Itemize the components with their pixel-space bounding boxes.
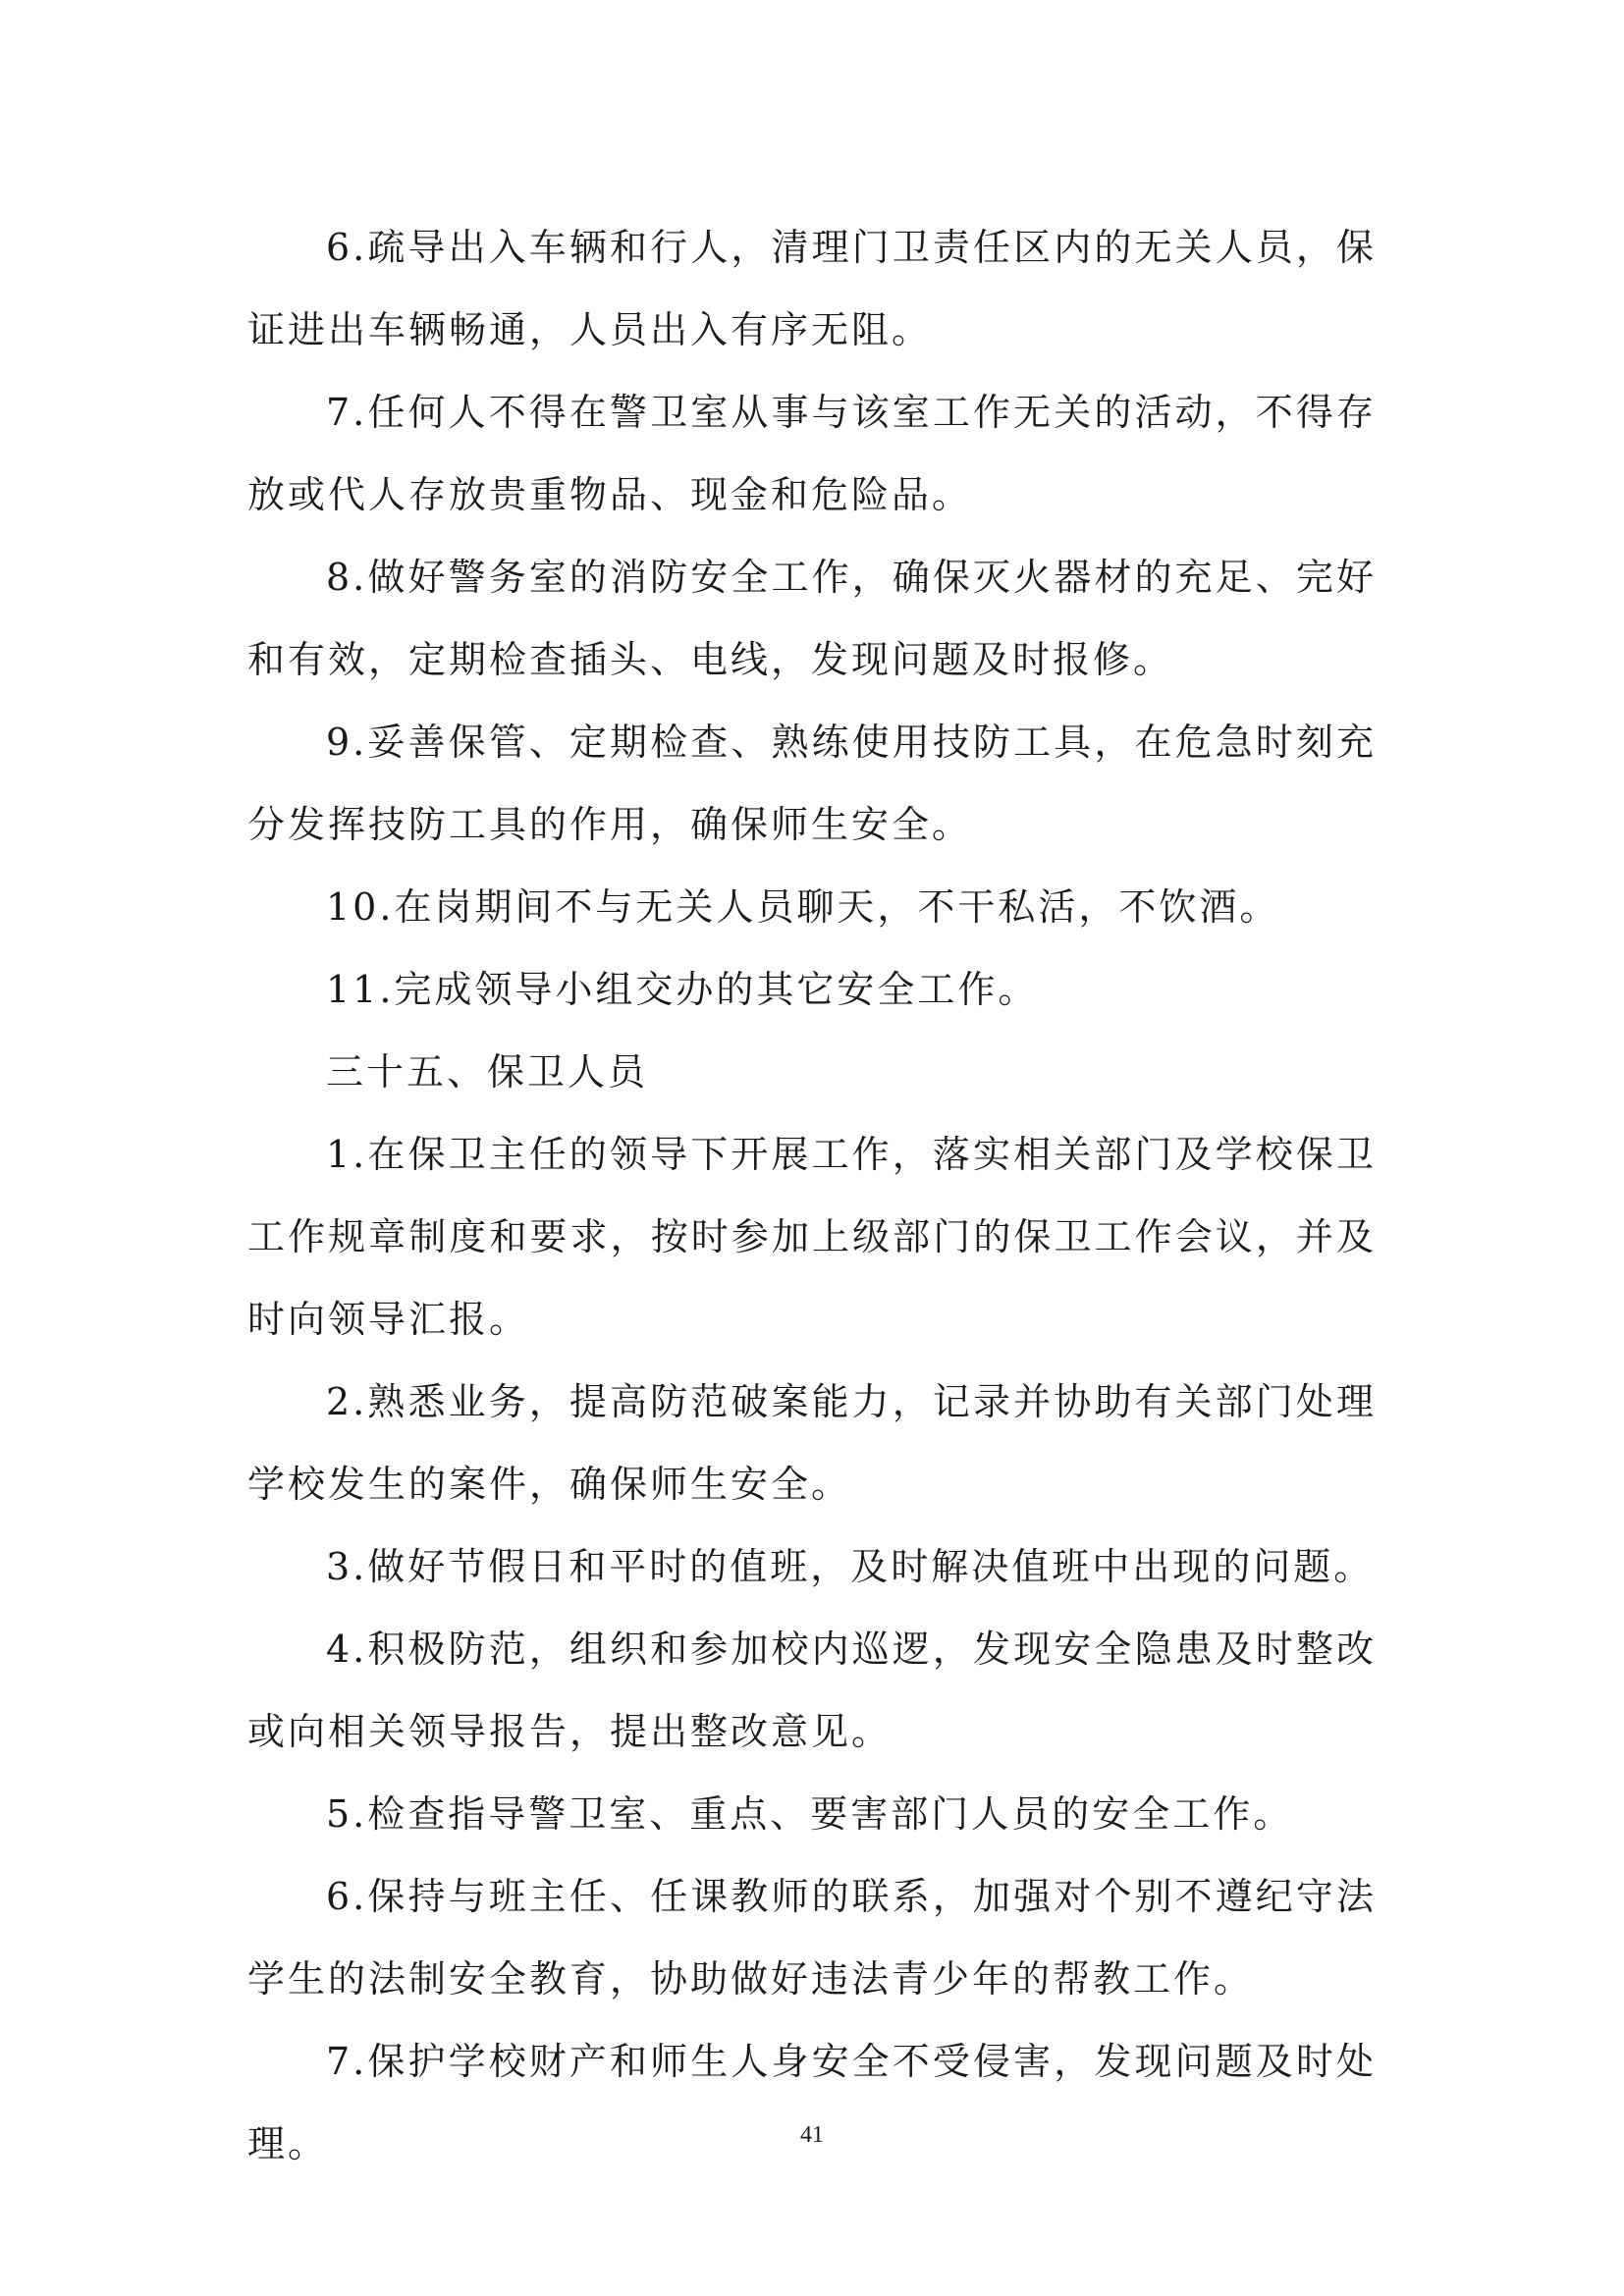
page-number: 41 xyxy=(800,2122,824,2148)
paragraph: 5.检查指导警卫室、重点、要害部门人员的安全工作。 xyxy=(326,1792,1294,1836)
paragraph: 11.完成领导小组交办的其它安全工作。 xyxy=(326,968,1039,1011)
paragraph: 4.积极防范，组织和参加校内巡逻，发现安全隐患及时整改或向相关领导报告，提出整改意见。 xyxy=(247,1628,1377,1753)
paragraph: 6.疏导出入车辆和行人，清理门卫责任区内的无关人员，保证进出车辆畅通，人员出入有序无阻。 xyxy=(247,226,1377,351)
paragraph: 8.做好警务室的消防安全工作，确保灭火器材的充足、完好和有效，定期检查插头、电线，发现问题及时报修。 xyxy=(247,556,1377,681)
paragraph: 2.熟悉业务，提高防范破案能力，记录并协助有关部门处理学校发生的案件，确保师生安全。 xyxy=(247,1380,1377,1506)
paragraph: 1.在保卫主任的领导下开展工作，落实相关部门及学校保卫工作规章制度和要求，按时参加上级部门的保卫工作会议，并及时向领导汇报。 xyxy=(247,1133,1377,1341)
paragraph: 7.任何人不得在警卫室从事与该室工作无关的活动，不得存放或代人存放贵重物品、现金和危险品。 xyxy=(247,391,1377,516)
paragraph: 3.做好节假日和平时的值班，及时解决值班中出现的问题。 xyxy=(326,1545,1375,1588)
body-text xyxy=(247,206,1377,2185)
paragraph: 6.保持与班主任、任课教师的联系，加强对个别不遵纪守法学生的法制安全教育，协助做好违法青少年的帮教工作。 xyxy=(247,1875,1377,2001)
paragraph: 7.保护学校财产和师生人身安全不受侵害，发现问题及时处理。 xyxy=(247,2040,1377,2165)
section-heading: 三十五、保卫人员 xyxy=(326,1050,649,1094)
paragraph: 10.在岗期间不与无关人员聊天，不干私活，不饮酒。 xyxy=(326,885,1280,929)
paragraph: 9.妥善保管、定期检查、熟练使用技防工具，在危急时刻充分发挥技防工具的作用，确保师生安全。 xyxy=(247,721,1377,846)
